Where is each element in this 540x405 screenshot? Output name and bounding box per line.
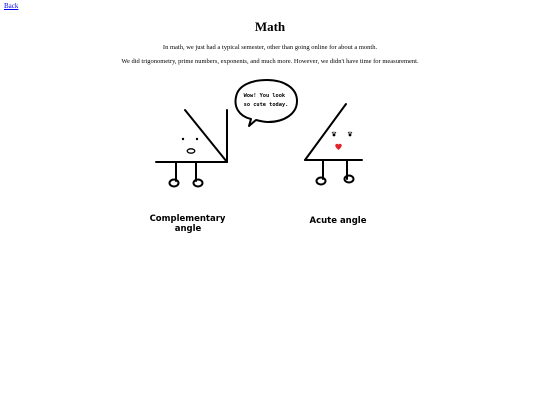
back-link[interactable]: Back [4,2,19,10]
complementary-eye [196,138,198,140]
acute-eye [332,132,336,137]
acute-diagonal-line [305,104,346,160]
topics-paragraph: We did trigonometry, prime numbers, exponents, and much more. However, we didn't have time for measurement. [121,58,419,65]
intro-paragraph: In math, we just had a typical semester, other than going online for about a month. [162,44,378,51]
acute-angle-character [305,104,362,185]
acute-eye [348,132,352,137]
page-title: Math [254,19,286,34]
complementary-right-foot [194,180,203,187]
acute-right-foot [345,176,354,183]
acute-heart-icon [335,144,341,150]
complementary-mouth [187,149,195,153]
speech-bubble-line: Wow! You look [243,93,286,99]
complementary-eye [182,138,184,140]
acute-angle-caption: Acute angle [309,216,367,226]
speech-bubble-line: so cute today. [243,102,289,108]
speech-bubble [236,80,297,126]
complementary-angle-caption: Complementary angle [149,214,226,234]
complementary-left-foot [170,180,179,187]
acute-left-foot [317,178,326,185]
complementary-diagonal-line [185,110,227,162]
